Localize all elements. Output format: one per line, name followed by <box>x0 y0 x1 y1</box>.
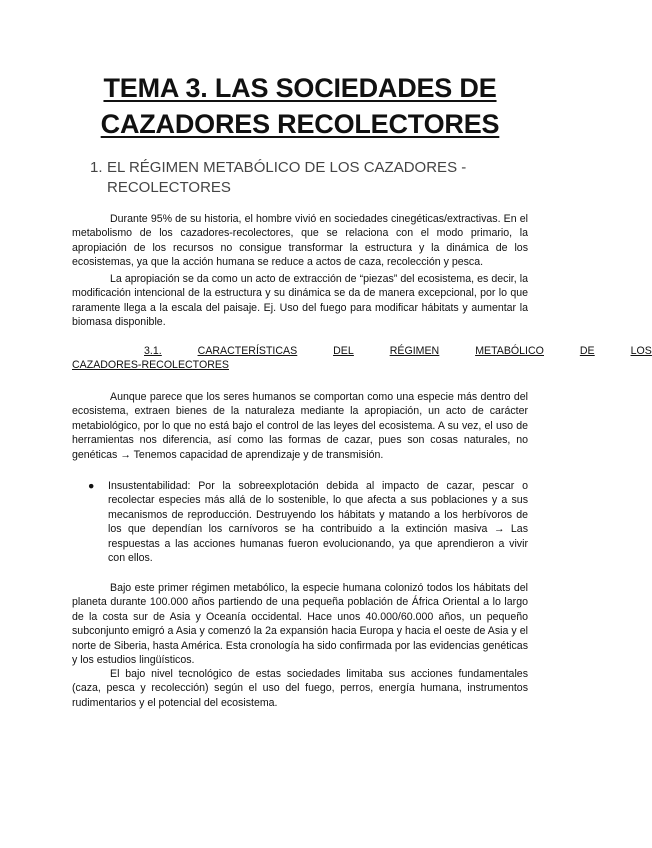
subsection-heading-line-2: CAZADORES-RECOLECTORES <box>72 359 229 372</box>
paragraph-text: La apropiación se da como un acto de extracción de “piezas” del ecosistema, es decir, la modificación intencional de la estructura y su dinámica se da de manera excepcional, por lo que raramente llega a la escala del paisaje. Ej. Uso del fuego para modificar hábitats y aumentar la biomasa disponible. <box>72 273 528 329</box>
document-title <box>60 70 540 142</box>
paragraph-text: Aunque parece que los seres humanos se comportan como una especie más dentro del ecosistema, extraen bienes de la naturaleza mediante la apropiación, un acto de carácter metabiológico, por lo que no está bajo el control de las leyes del ecosistema. A su vez, el uso de herramientas nos diferencia, así como las formas de cazar, pues son cosas naturales, no genéticas → Tenemos capacidad de aprendizaje y de transmisión. <box>72 391 528 461</box>
subsection-word: DE <box>579 345 595 357</box>
paragraph-text: El bajo nivel tecnológico de estas sociedades limitaba sus acciones fundamentales (caza, pesca y recolección) según el uso del fuego, perros, energía humana, instrumentos rudimentarios y el potencial del ecosistema. <box>72 668 528 709</box>
bullet-text: Insustentabilidad: Por la sobreexplotación debida al impacto de cazar, pescar o recolectar especies más allá de lo sostenible, lo que afecta a sus poblaciones y a sus mecanismos de reproducción. Destruyendo los hábitats y matando a los herbívoros de los que dependían los carnívoros se ha contribuido a la extinción masiva → Las respuestas a las acciones humanas fueron evolucionando, ya que aprendieron a vivir con ellos. <box>108 480 528 565</box>
section-title: EL RÉGIMEN METABÓLICO DE LOS CAZADORES - RECOLECTORES <box>107 159 467 196</box>
subsection-word: RÉGIMEN <box>389 345 440 357</box>
subsection-word: LOS <box>630 345 652 357</box>
subsection-word: DEL <box>333 345 354 357</box>
paragraph-text: Durante 95% de su historia, el hombre vivió en sociedades cinegéticas/extractivas. En el metabolismo de los cazadores-recolectores, que se relaciona con el modo primario, la apropiación de los recursos no consigue transformar la estructura y la dinámica de los ecosistemas, ya que la acción humana se reduce a actos de caza, recolección y pesca. <box>72 213 528 269</box>
subsection-heading-line-1 <box>72 344 652 358</box>
title-line-1: TEMA 3. LAS SOCIEDADES DE <box>103 73 497 103</box>
subsection-number: 3.1. <box>144 345 162 357</box>
paragraph-text: Bajo este primer régimen metabólico, la especie humana colonizó todos los hábitats del planeta durante 100.000 años partiendo de una pequeña población de África Oriental a lo largo de la costa sur de Asia y Oceanía occidental. Hace unos 40.000/60.000 años, un pequeño subconjunto emigró a Asia y comenzó la 2a expansión hacia Europa y hacia el oeste de Asia y el norte de Siberia, hasta América. Esta cronología ha sido confirmada por las evidencias genéticas y los estudios lingüísticos. <box>72 582 528 667</box>
title-line-2: CAZADORES RECOLECTORES <box>100 109 500 139</box>
bullet-icon: ● <box>88 480 95 492</box>
paragraph-colonizacion <box>72 581 528 667</box>
bullet-item <box>88 479 528 565</box>
paragraph-especie <box>72 390 528 462</box>
section-number: 1. <box>90 159 103 176</box>
paragraph-intro <box>72 212 528 270</box>
subsection-word: CARACTERÍSTICAS <box>197 345 298 357</box>
paragraph-apropiacion <box>72 272 528 330</box>
paragraph-tecnologia <box>72 667 528 710</box>
subsection-word: METABÓLICO <box>475 345 544 357</box>
section-heading <box>90 158 530 198</box>
subsection-heading <box>72 344 652 373</box>
